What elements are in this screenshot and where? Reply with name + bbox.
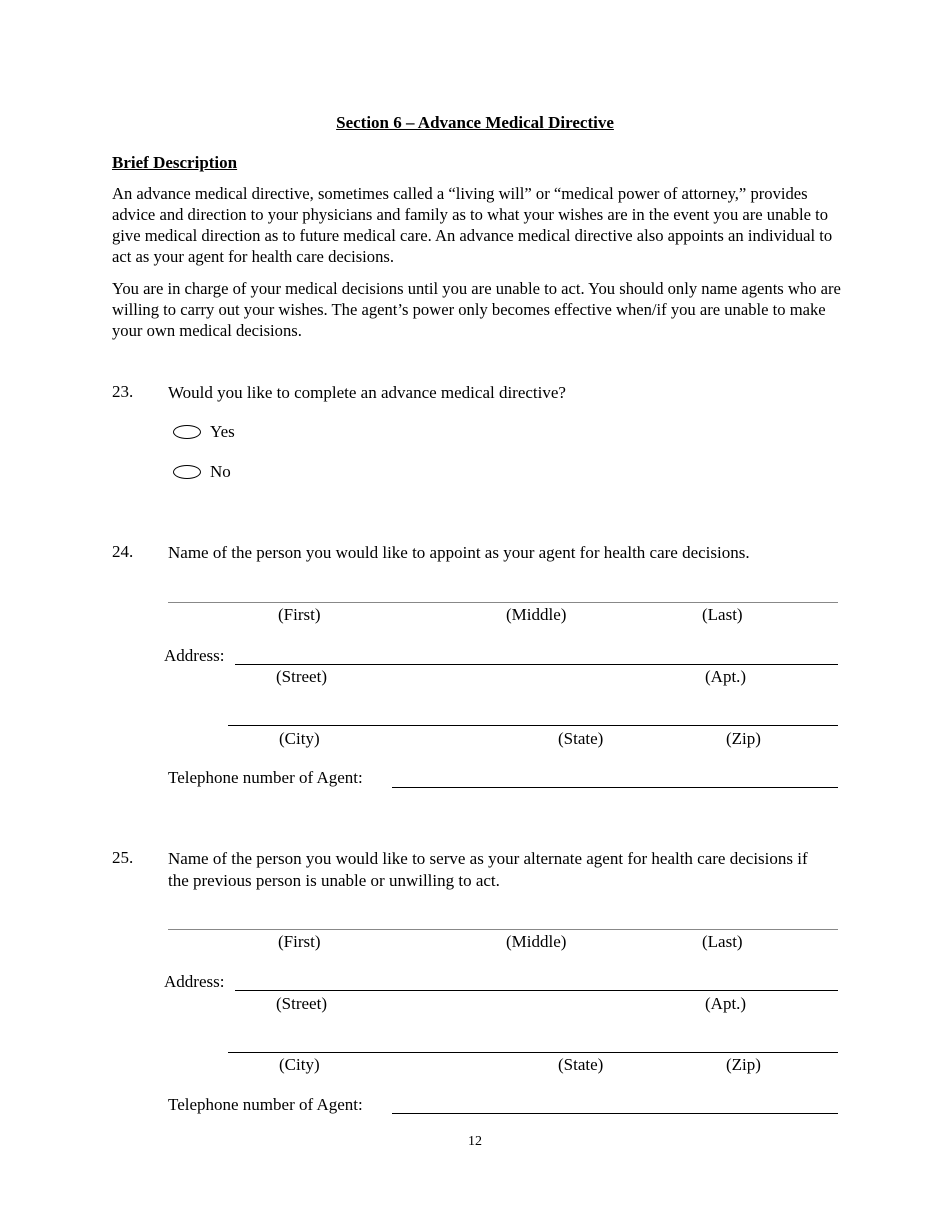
city-label: (City) — [279, 729, 320, 748]
alternate-state-label: (State) — [558, 1055, 604, 1074]
no-option-label: No — [210, 462, 231, 481]
section-title: Section 6 – Advance Medical Directive — [336, 113, 614, 132]
alternate-agent-city-line — [228, 1052, 838, 1053]
state-label: (State) — [558, 729, 604, 748]
agent-city-input[interactable] — [228, 704, 838, 724]
alternate-agent-street-input[interactable] — [235, 969, 838, 989]
alternate-agent-telephone-line — [392, 1113, 838, 1114]
agent-telephone-line — [392, 787, 838, 788]
alternate-agent-name-input[interactable] — [168, 908, 838, 928]
first-name-label: (First) — [278, 605, 321, 624]
yes-radio-button[interactable] — [173, 425, 201, 439]
question-24-number: 24. — [112, 542, 134, 561]
question-23-number: 23. — [112, 382, 134, 401]
alternate-apt-label: (Apt.) — [705, 994, 747, 1013]
street-label: (Street) — [276, 667, 327, 686]
agent-street-input[interactable] — [235, 643, 838, 663]
agent-city-line — [228, 725, 838, 726]
telephone-label: Telephone number of Agent: — [168, 768, 363, 787]
agent-name-line — [168, 602, 838, 603]
agent-street-line — [235, 664, 838, 665]
alternate-street-label: (Street) — [276, 994, 327, 1013]
page-number: 12 — [468, 1134, 482, 1149]
alternate-zip-label: (Zip) — [726, 1055, 761, 1074]
question-25-text: Name of the person you would like to serve as your alternate agent for health care decisions if the previous person is unable or unwilling to act. — [168, 849, 808, 890]
question-24-text: Name of the person you would like to appoint as your agent for health care decisions. — [168, 543, 750, 562]
address-label: Address: — [164, 646, 225, 665]
brief-description-heading: Brief Description — [112, 153, 238, 172]
alternate-city-label: (City) — [279, 1055, 320, 1074]
question-25-number: 25. — [112, 848, 134, 867]
alternate-agent-city-input[interactable] — [228, 1031, 838, 1051]
last-name-label: (Last) — [702, 605, 743, 624]
question-23-text: Would you like to complete an advance medical directive? — [168, 383, 566, 402]
alternate-first-name-label: (First) — [278, 932, 321, 951]
agent-telephone-input[interactable] — [392, 766, 838, 786]
alternate-agent-telephone-input[interactable] — [392, 1092, 838, 1112]
intro-paragraph-1: An advance medical directive, sometimes called a “living will” or “medical power of attorney,” provides advice and direction to your physicians and family as to what your wishes are in the event you are unable to give medical direction as to future medical care. An advance medical directive also appoints an individual to act as your agent for health care decisions. — [112, 184, 833, 266]
apt-label: (Apt.) — [705, 667, 747, 686]
alternate-telephone-label: Telephone number of Agent: — [168, 1095, 363, 1114]
alternate-agent-name-line — [168, 929, 838, 930]
no-radio-button[interactable] — [173, 465, 201, 479]
yes-option-label: Yes — [210, 422, 235, 441]
intro-paragraph-2: You are in charge of your medical decisions until you are unable to act. You should only name agents who are willing to carry out your wishes. The agent’s power only becomes effective when/if you are unable to make your own medical decisions. — [112, 279, 841, 340]
zip-label: (Zip) — [726, 729, 761, 748]
middle-name-label: (Middle) — [506, 605, 567, 624]
agent-name-input[interactable] — [168, 581, 838, 601]
alternate-address-label: Address: — [164, 972, 225, 991]
alternate-agent-street-line — [235, 990, 838, 991]
alternate-last-name-label: (Last) — [702, 932, 743, 951]
alternate-middle-name-label: (Middle) — [506, 932, 567, 951]
